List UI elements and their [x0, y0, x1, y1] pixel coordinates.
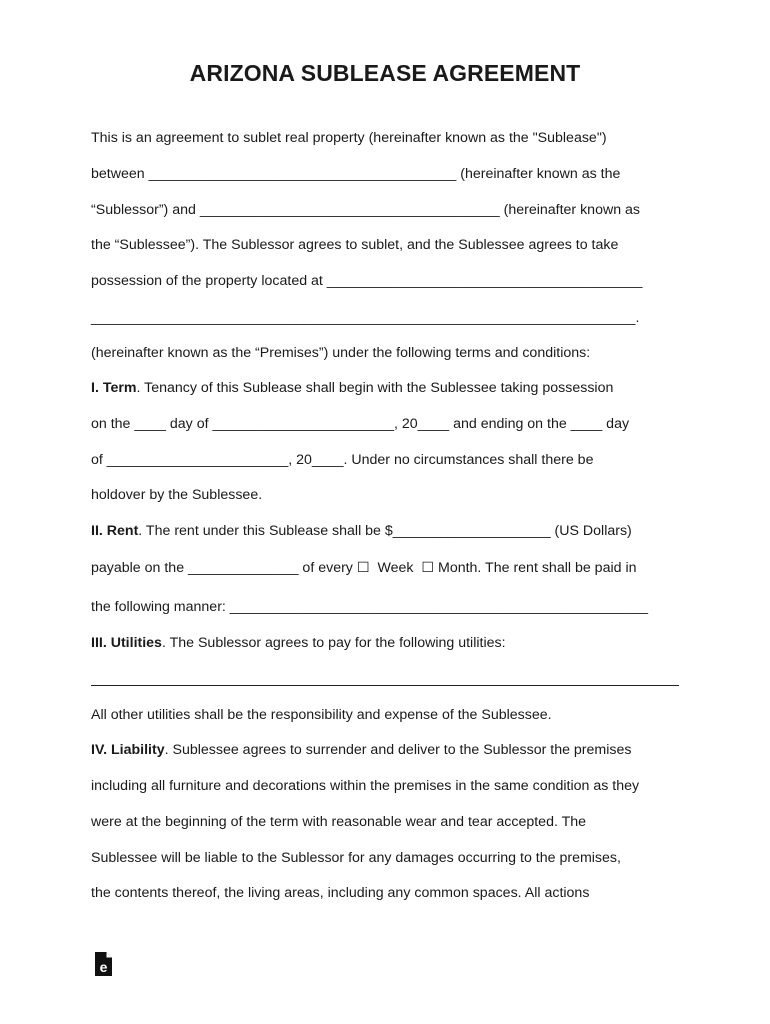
paragraph-line: (hereinafter known as the “Premises”) under the following terms and conditions: [91, 345, 591, 361]
utilities-text: . The Sublessor agrees to pay for the following utilities: [161, 635, 506, 651]
utilities-section-line [91, 634, 506, 652]
paragraph-line: “Sublessor”) and ______________________________________ (hereinafter known as [91, 202, 641, 218]
term-heading: I. Term [91, 380, 137, 396]
paragraph-line: the following manner: _____________________________________________________ [91, 599, 648, 615]
paragraph-line: on the ____ day of _______________________, 20____ and ending on the ____ day [91, 416, 630, 432]
rent-heading: II. Rent [91, 523, 139, 539]
paragraph-line: All other utilities shall be the responsibility and expense of the Sublessee. [91, 707, 552, 723]
paragraph-line: _____________________________________________________________________. [91, 310, 640, 326]
liability-heading: IV. Liability [91, 742, 165, 758]
utilities-heading: III. Utilities [91, 635, 162, 651]
paragraph-line: Sublessee will be liable to the Sublessor for any damages occurring to the premises, [91, 850, 621, 866]
liability-section-line [91, 741, 631, 759]
paragraph-line: the contents thereof, the living areas, including any common spaces. All actions [91, 885, 590, 901]
paragraph-line: This is an agreement to sublet real property (hereinafter known as the "Sublease") [91, 130, 607, 146]
term-text: . Tenancy of this Sublease shall begin with the Sublessee taking possession [136, 380, 614, 396]
liability-text: . Sublessee agrees to surrender and deliver to the Sublessor the premises [164, 742, 632, 758]
paragraph-line: between _______________________________________ (hereinafter known as the [91, 166, 621, 182]
utilities-blank-line [91, 685, 679, 686]
term-section-line [91, 379, 613, 397]
paragraph-line: including all furniture and decorations within the premises in the same condition as they [91, 778, 640, 794]
paragraph-line: were at the beginning of the term with reasonable wear and tear accepted. The [91, 814, 587, 830]
paragraph-line: possession of the property located at ________________________________________ [91, 273, 643, 289]
rent-text: . The rent under this Sublease shall be $____________________ (US Dollars) [138, 523, 632, 539]
paragraph-line: holdover by the Sublessee. [91, 487, 263, 503]
eforms-logo-icon [93, 951, 113, 977]
paragraph-line: payable on the ______________ of every ☐ Week ☐ Month. The rent shall be paid in [91, 560, 637, 576]
paragraph-line: the “Sublessee”). The Sublessor agrees to sublet, and the Sublessee agrees to take [91, 237, 619, 253]
rent-section-line [91, 522, 632, 540]
document-title: ARIZONA SUBLEASE AGREEMENT [189, 60, 581, 86]
svg-text:e: e [99, 959, 108, 975]
paragraph-line: of _______________________, 20____. Under no circumstances shall there be [91, 452, 594, 468]
